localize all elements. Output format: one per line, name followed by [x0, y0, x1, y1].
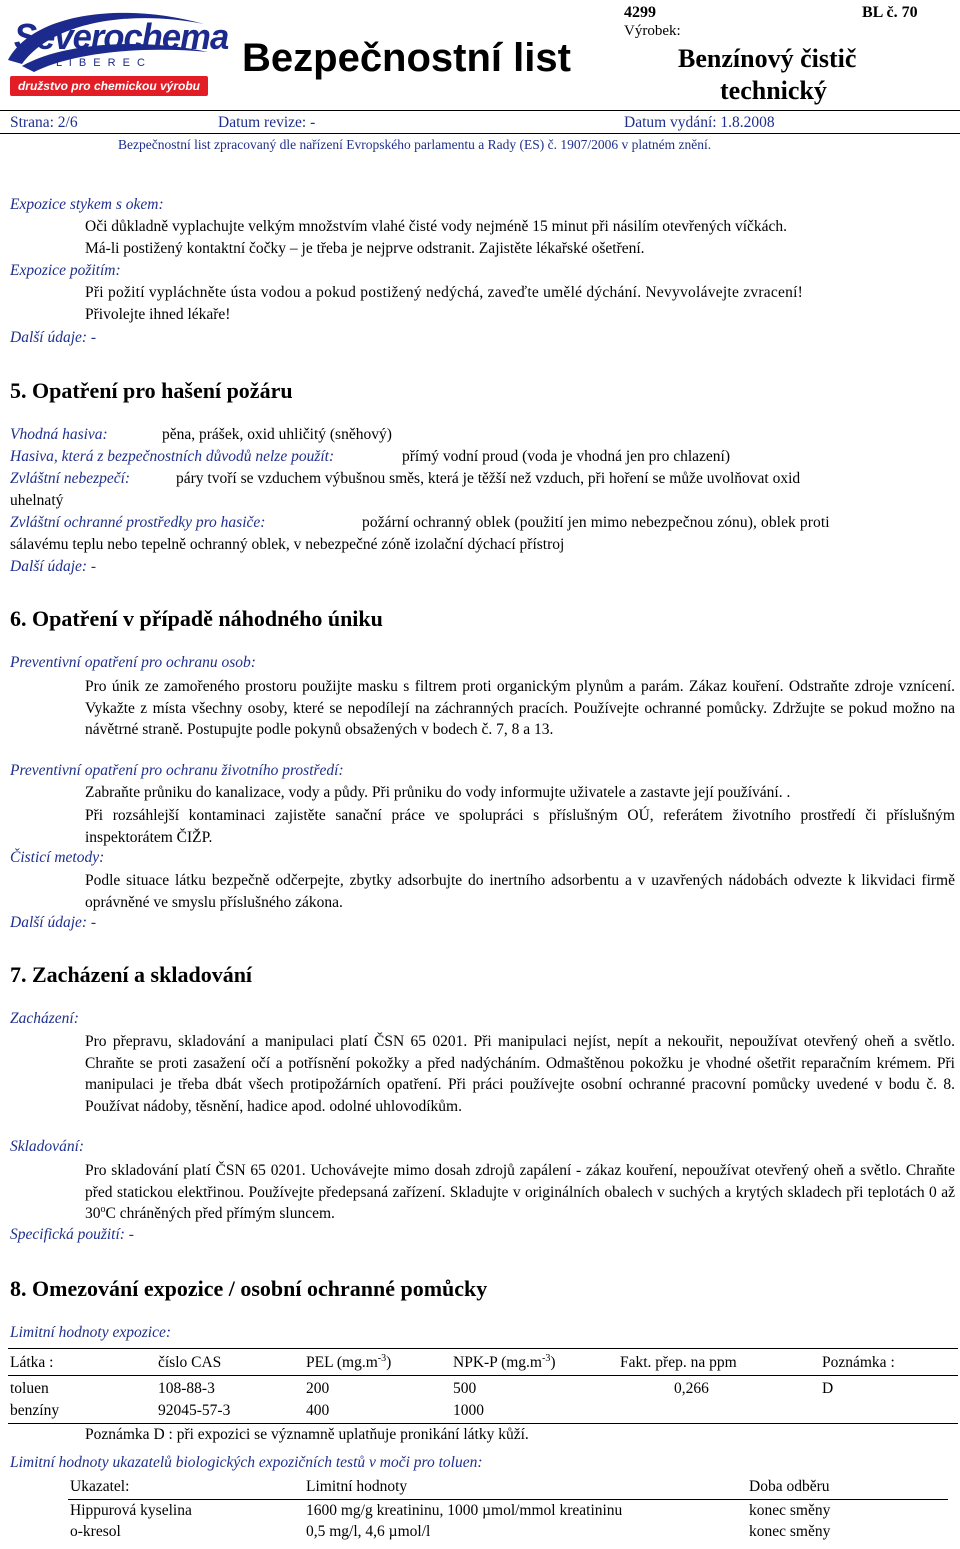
product-name-line2: technický — [720, 76, 827, 105]
document-number: 4299 — [624, 4, 656, 21]
table1-row1-npk: 500 — [453, 1380, 477, 1397]
pel-end: ) — [386, 1354, 392, 1371]
table2-row2-time: konec směny — [749, 1523, 831, 1540]
eye-exposure-text-1: Oči důkladně vyplachujte velkým množstvím vlahé čisté vody nejméně 15 minut při násilím otevřených víčkách. — [85, 218, 788, 235]
ingestion-text-1: Při požití vypláchněte ústa vodou a pokud postižený nedýchá, zaveďte umělé dýchání. Nevyvolávejte zvracení! — [85, 284, 804, 301]
table1-rule-header — [8, 1375, 958, 1376]
table2-row1-limit: 1600 mg/g kreatininu, 1000 µmol/mmol kreatininu — [306, 1502, 623, 1519]
table2-rule-header — [68, 1499, 948, 1500]
storage-text-end: C chráněných před přímým sluncem. — [105, 1205, 335, 1222]
handling-label: Zacházení: — [10, 1010, 79, 1027]
table2-header-time: Doba odběru — [749, 1478, 830, 1495]
firefighter-protection-text-1: požární ochranný oblek (použití jen mimo nebezpečnou zónu), oblek proti — [362, 514, 830, 531]
logo-city: L I B E R E C — [56, 57, 148, 69]
special-hazard-label: Zvláštní nebezpečí: — [10, 470, 131, 487]
product-name-line1: Benzínový čistič — [678, 44, 857, 73]
table1-row2-npk: 1000 — [453, 1402, 484, 1419]
table2-header-indicator: Ukazatel: — [70, 1478, 130, 1495]
logo-sub — [10, 76, 208, 96]
environment-precautions-text-2: Při rozsáhlejší kontaminaci zajistěte sanační práce ve spolupráci s příslušným OÚ, referátem životního prostředí či příslušným inspektorátem ČIŽP. — [85, 807, 955, 846]
section-7-title: 7. Zacházení a skladování — [10, 962, 253, 987]
suitable-media-label: Vhodná hasiva: — [10, 426, 108, 443]
bl-number: BL č. 70 — [862, 4, 918, 21]
handling-text: Pro přepravu, skladování a manipulaci platí ČSN 65 0201. Při manipulaci nejíst, nepít a nekouřit, nepoužívat otevřený oheň a světlo. Chraňte se proti zasažení očí a potřísnění pokožky a před nadýcháním. Odmaštěnou pokožku je vhodné ošetřit reparačním krémem. Při manipulaci je třeba dbát všech protipožárních opatření. Při práci používejte osobní ochranné pracovní pomůcky uvedené v bodu č. 8. Používat nádoby, těsnění, hadice apod. odolné uhlovodíkům. — [85, 1033, 955, 1115]
table1-row1-cas: 108-88-3 — [158, 1380, 215, 1397]
npk-sup: -3 — [542, 1352, 551, 1364]
table1-header-factor: Fakt. přep. na ppm — [620, 1354, 737, 1371]
logo-name: Severochema — [14, 16, 229, 57]
storage-text — [85, 1160, 955, 1225]
section-6-title: 6. Opatření v případě náhodného úniku — [10, 606, 383, 631]
table1-row1-pel: 200 — [306, 1380, 330, 1397]
cleanup-methods-text: Podle situace látku bezpečně odčerpejte, zbytky adsorbujte do inertního adsorbentu a v uzavřených nádobách odvezte k likvidaci firmě oprávněné ve smyslu příslušného zákona. — [85, 872, 955, 911]
storage-label: Skladování: — [10, 1138, 85, 1155]
company-logo — [4, 2, 229, 100]
unsuitable-media-label: Hasiva, která z bezpečnostních důvodů nelze použít: — [10, 448, 335, 465]
biological-limits-label: Limitní hodnoty ukazatelů biologických expozičních testů v moči pro toluen: — [10, 1454, 483, 1471]
table1-header-npk — [453, 1354, 556, 1372]
exposure-limits-table — [0, 1346, 960, 1446]
ingestion-label: Expozice požitím: — [10, 262, 121, 279]
page-number: Strana: 2/6 — [10, 114, 78, 131]
table1-row2-cas: 92045-57-3 — [158, 1402, 231, 1419]
eye-exposure-text-2: Má-li postižený kontaktní čočky – je třeba je nejprve odstranit. Zajistěte lékařské ošetření. — [85, 240, 645, 257]
table1-row2-substance: benzíny — [10, 1402, 60, 1419]
suitable-media-text: pěna, prášek, oxid uhličitý (sněhový) — [162, 426, 392, 443]
eye-exposure-label: Expozice stykem s okem: — [10, 196, 164, 213]
special-hazard-text-2: uhelnatý — [10, 492, 64, 509]
degree-superscript: o — [100, 1203, 106, 1215]
personal-precautions-text: Pro únik ze zamořeného prostoru použijte masku s filtrem proti organickým plynům a parám. Zákaz kouření. Odstraňte zdroje vznícení. Vykažte z místa všechny osoby, které se nepodílejí na záchranných pracích. Používejte ochranné pomůcky. Zdržujte se pokud možno na návětrné straně. Postupujte podle pokynů obsažených v bodech č. 7, 8 a 13. — [85, 678, 955, 738]
biological-limits-table — [0, 1474, 960, 1549]
npk-end: ) — [550, 1354, 556, 1371]
firefighter-protection-label: Zvláštní ochranné prostředky pro hasiče: — [10, 514, 266, 531]
unsuitable-media-text: přímý vodní proud (voda je vhodná jen pro chlazení) — [402, 448, 730, 465]
table1-header-pel — [306, 1354, 391, 1372]
table1-row1-note: D — [822, 1380, 834, 1397]
table2-header-limit: Limitní hodnoty — [306, 1478, 408, 1495]
product-label: Výrobek: — [624, 23, 681, 39]
document-title: Bezpečnostní list — [242, 36, 571, 80]
issue-date: Datum vydání: 1.8.2008 — [624, 114, 775, 131]
table1-header-substance: Látka : — [10, 1354, 54, 1371]
storage-text-main: Pro skladování platí ČSN 65 0201. Uchovávejte mimo dosah zdrojů zapálení - zákaz kouření, nepoužívat otevřený oheň a světlo. Chraňte před statickou elektřinou. Používejte předepsaná zařízení. Skladujte v originálních obalech v suchých a krytých skladech při teplotách 0 až 30 — [85, 1162, 955, 1222]
personal-precautions-label: Preventivní opatření pro ochranu osob: — [10, 654, 256, 671]
table1-rule-top — [8, 1348, 958, 1349]
header-rule-top — [0, 110, 960, 111]
section-6-more-data: Další údaje: - — [10, 914, 97, 931]
environment-precautions-text-1: Zabraňte průniku do kanalizace, vody a půdy. Při průniku do vody informujte uživatele a zastavte její používání. . — [85, 784, 791, 801]
header — [0, 0, 960, 152]
section-5-more-data: Další údaje: - — [10, 558, 97, 575]
table1-header-note: Poznámka : — [822, 1354, 895, 1371]
table2-row2-indicator: o-kresol — [70, 1523, 121, 1540]
revision-date: Datum revize: - — [218, 114, 316, 131]
pel-label: PEL (mg.m — [306, 1354, 378, 1371]
table1-row1-substance: toluen — [10, 1380, 49, 1397]
logo-sub-text: družstvo pro chemickou výrobu — [17, 79, 201, 93]
ingestion-text-2: Přivolejte ihned lékaře! — [85, 306, 231, 323]
table1-row2-pel: 400 — [306, 1402, 330, 1419]
header-rule-mid — [0, 133, 960, 134]
pel-sup: -3 — [377, 1352, 387, 1364]
table1-header-cas: číslo CAS — [158, 1354, 222, 1371]
section-5-title: 5. Opatření pro hašení požáru — [10, 378, 293, 403]
specific-use-label: Specifická použití: - — [10, 1226, 134, 1243]
table2-row1-indicator: Hippurová kyselina — [70, 1502, 192, 1519]
special-hazard-text-1: páry tvoří se vzduchem výbušnou směs, která je těžší než vzduch, při hoření se může uvolňovat oxid — [176, 470, 801, 487]
first-aid-more-data: Další údaje: - — [10, 329, 97, 346]
exposure-limits-label: Limitní hodnoty expozice: — [10, 1324, 171, 1341]
firefighter-protection-text-2: sálavému teplu nebo tepelně ochranný oblek, v nebezpečné zóně izolační dýchací přístroj — [10, 536, 565, 553]
table2-row1-time: konec směny — [749, 1502, 831, 1519]
table1-footnote: Poznámka D : při expozici se významně uplatňuje pronikání látky kůží. — [85, 1426, 529, 1443]
section-8-title: 8. Omezování expozice / osobní ochranné pomůcky — [10, 1276, 488, 1301]
regulation-note: Bezpečnostní list zpracovaný dle nařízení Evropského parlamentu a Rady (ES) č. 1907/2006 v platném znění. — [118, 137, 712, 152]
table1-row1-factor: 0,266 — [674, 1380, 709, 1397]
table2-row2-limit: 0,5 mg/l, 4,6 µmol/l — [306, 1523, 431, 1540]
table1-rule-bottom — [8, 1423, 958, 1424]
cleanup-methods-label: Čisticí metody: — [10, 849, 105, 866]
environment-precautions-label: Preventivní opatření pro ochranu životního prostředí: — [10, 762, 344, 779]
npk-label: NPK-P (mg.m — [453, 1354, 542, 1371]
